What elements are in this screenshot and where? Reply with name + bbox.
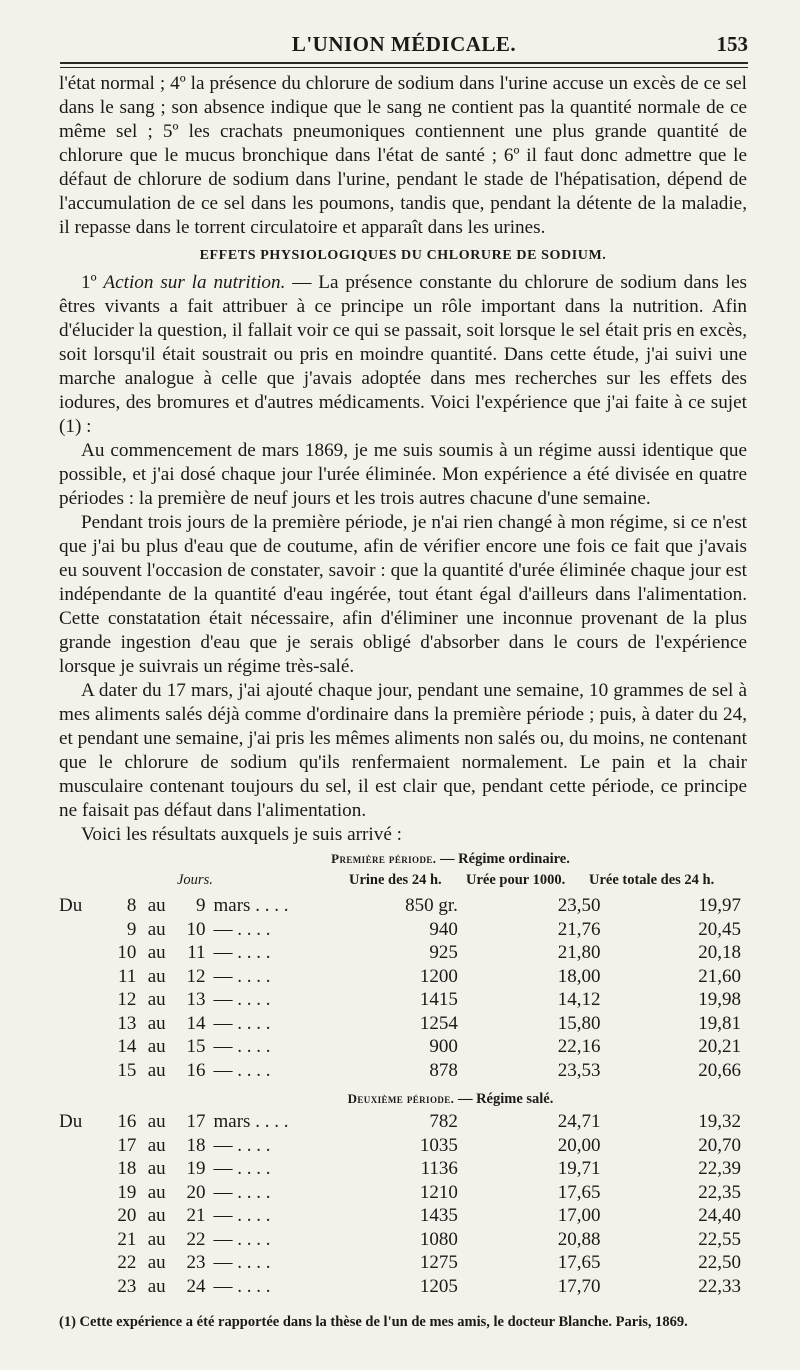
cell-month: — . . . . xyxy=(213,1012,271,1034)
cell-uree-total: 20,70 xyxy=(698,1134,741,1156)
cell-end-day: 23 xyxy=(186,1252,206,1273)
column-header-uree: Urée pour 1000. xyxy=(466,872,566,888)
cell-row-prefix xyxy=(59,1035,100,1059)
cell-uree-total: 19,98 xyxy=(698,989,741,1010)
cell-connector: au xyxy=(147,1134,166,1156)
cell-urine-volume: 1035 xyxy=(419,1134,458,1156)
cell-month: — . . . . xyxy=(213,918,271,940)
cell-uree-per-1000: 17,00 xyxy=(557,1205,601,1226)
paragraph: Voici les résultats auxquels je suis arrivé : xyxy=(81,824,402,845)
cell-start-day: 17 xyxy=(117,1134,137,1156)
cell-row-prefix xyxy=(59,1059,100,1083)
cell-connector: au xyxy=(147,1205,166,1226)
cell-connector: au xyxy=(147,965,166,987)
cell-uree-total: 20,21 xyxy=(698,1036,741,1057)
cell-uree-per-1000: 23,53 xyxy=(557,1059,601,1081)
cell-urine-volume: 1254 xyxy=(419,1012,458,1034)
cell-month: mars . . . . xyxy=(213,895,289,916)
page-header xyxy=(60,30,748,60)
cell-month: — . . . . xyxy=(213,989,271,1010)
cell-uree-total: 22,55 xyxy=(698,1228,741,1250)
cell-end-day: 9 xyxy=(196,895,206,916)
cell-start-day: 10 xyxy=(117,942,137,963)
cell-row-prefix: Du xyxy=(59,895,83,916)
cell-uree-per-1000: 24,71 xyxy=(557,1111,601,1132)
table-row xyxy=(59,1181,747,1205)
cell-urine-volume: 1200 xyxy=(419,965,458,987)
cell-urine-volume: 782 xyxy=(429,1111,458,1132)
cell-end-day: 17 xyxy=(186,1111,206,1132)
paragraph: Pendant trois jours de la première période, je n'ai rien changé à mon régime, si ce n'est que j'ai bu plus d'eau que de coutume, afin de vérifier encore une fois ce fait que j'avais eu souvent l'occasion de constater, savoir : que la quantité d'urée éliminée chaque jour est indépendante de la quantité d'eau ingérée, tout étant égal d'ailleurs dans l'alimentation. Cette constatation était nécessaire, afin d'éliminer une inconnue provenant de la plus grande ingestion d'eau que je serais obligé d'absorber dans le cours de l'expérience lorsque je suivrais un régime très-salé. xyxy=(59,512,747,677)
cell-end-day: 20 xyxy=(186,1181,206,1203)
header-rule xyxy=(60,62,748,68)
table-row xyxy=(59,1134,747,1158)
section-heading: EFFETS PHYSIOLOGIQUES DU CHLORURE DE SODIUM. xyxy=(199,248,607,263)
cell-urine-volume: 925 xyxy=(429,942,458,963)
footnote: (1) Cette expérience a été rapportée dans la thèse de l'un de mes amis, le docteur Blanche. Paris, 1869. xyxy=(59,1314,688,1330)
cell-urine-volume: 1136 xyxy=(420,1158,458,1179)
cell-urine-volume: 1275 xyxy=(419,1252,458,1273)
cell-start-day: 14 xyxy=(117,1036,137,1057)
table-row xyxy=(59,1275,747,1299)
table-row xyxy=(59,988,747,1012)
paragraph: Au commencement de mars 1869, je me suis soumis à un régime aussi identique que possible, et j'ai dosé chaque jour l'urée éliminée. Mon expérience a été divisée en quatre périodes : la première de neuf jours et les trois autres chacune d'une semaine. xyxy=(59,440,747,509)
cell-connector: au xyxy=(147,1158,166,1179)
paragraph xyxy=(59,271,747,439)
cell-uree-per-1000: 23,50 xyxy=(557,895,601,916)
cell-row-prefix xyxy=(59,1134,100,1158)
cell-end-day: 22 xyxy=(186,1228,206,1250)
cell-connector: au xyxy=(147,989,166,1010)
column-header-urine: Urine des 24 h. xyxy=(349,872,442,888)
cell-connector: au xyxy=(147,1036,166,1057)
cell-row-prefix xyxy=(59,941,100,965)
column-header-total: Urée totale des 24 h. xyxy=(589,872,715,888)
cell-uree-total: 22,35 xyxy=(698,1181,741,1203)
cell-end-day: 18 xyxy=(186,1134,206,1156)
cell-uree-total: 19,32 xyxy=(698,1111,741,1132)
table-row xyxy=(59,1035,747,1059)
cell-end-day: 15 xyxy=(186,1036,206,1057)
cell-end-day: 11 xyxy=(187,942,206,963)
cell-urine-volume: 1080 xyxy=(419,1228,458,1250)
results-table-area xyxy=(59,848,747,1298)
cell-end-day: 16 xyxy=(186,1059,206,1081)
table-row xyxy=(59,1012,747,1036)
cell-start-day: 13 xyxy=(117,1012,137,1034)
cell-row-prefix xyxy=(59,1157,100,1181)
cell-uree-per-1000: 21,80 xyxy=(557,942,601,963)
cell-urine-volume: 1435 xyxy=(419,1205,458,1226)
cell-uree-total: 22,39 xyxy=(698,1158,741,1179)
cell-connector: au xyxy=(147,1181,166,1203)
period-caption-label: Deuxième période. xyxy=(347,1091,455,1106)
lead-text: — La présence constante du chlorure de sodium dans les êtres vivants a fait attribuer à ce principe un rôle important dans la nutrition. Afin d'élucider la question, il fallait voir ce qui se passait, soit lorsque le sel était pris en excès, soit lorsqu'il était soustrait ou pris en moindre quantité. Dans cette étude, j'ai suivi une marche analogue à celle que j'avais adoptée dans mes recherches sur les effets des iodures, des bromures et d'autres médicaments. Voici l'expérience que j'ai faite à ce sujet (1) : xyxy=(59,272,747,437)
cell-urine-volume: 940 xyxy=(429,918,458,940)
cell-end-day: 21 xyxy=(186,1205,206,1226)
cell-connector: au xyxy=(147,1012,166,1034)
cell-row-prefix xyxy=(59,988,100,1012)
cell-start-day: 20 xyxy=(117,1205,137,1226)
cell-month: — . . . . xyxy=(213,1181,271,1203)
cell-uree-per-1000: 18,00 xyxy=(557,965,601,987)
table-row xyxy=(59,1251,747,1275)
column-headers xyxy=(59,870,747,894)
cell-connector: au xyxy=(147,1275,166,1297)
cell-end-day: 14 xyxy=(186,1012,206,1034)
cell-month: — . . . . xyxy=(213,1228,271,1250)
cell-connector: au xyxy=(147,942,166,963)
cell-uree-per-1000: 15,80 xyxy=(557,1012,601,1034)
cell-urine-volume: 1210 xyxy=(419,1181,458,1203)
cell-end-day: 10 xyxy=(186,918,206,940)
table-row xyxy=(59,965,747,989)
cell-connector: au xyxy=(147,895,166,916)
cell-start-day: 19 xyxy=(117,1181,137,1203)
cell-urine-volume: 850 gr. xyxy=(405,895,458,916)
cell-connector: au xyxy=(147,1111,166,1132)
cell-month: — . . . . xyxy=(213,1036,271,1057)
period-caption xyxy=(59,848,747,870)
cell-start-day: 16 xyxy=(117,1111,137,1132)
cell-month: — . . . . xyxy=(213,1252,271,1273)
cell-start-day: 8 xyxy=(126,895,137,916)
cell-end-day: 19 xyxy=(186,1158,206,1179)
cell-uree-per-1000: 21,76 xyxy=(557,918,601,940)
body-text xyxy=(59,72,747,847)
cell-start-day: 22 xyxy=(117,1252,137,1273)
running-title: L'UNION MÉDICALE. xyxy=(291,32,517,56)
period-caption xyxy=(59,1088,747,1110)
cell-uree-total: 19,97 xyxy=(698,895,741,916)
cell-start-day: 9 xyxy=(126,918,137,940)
cell-month: — . . . . xyxy=(213,1134,271,1156)
cell-uree-per-1000: 20,00 xyxy=(557,1134,601,1156)
cell-row-prefix xyxy=(59,1181,100,1205)
cell-month: — . . . . xyxy=(213,942,271,963)
cell-row-prefix xyxy=(59,1228,100,1252)
lead-number: 1º xyxy=(81,272,104,293)
cell-start-day: 21 xyxy=(117,1228,137,1250)
table-row xyxy=(59,1157,747,1181)
table-row xyxy=(59,1110,747,1134)
cell-month: — . . . . xyxy=(213,1205,271,1226)
cell-start-day: 15 xyxy=(117,1059,137,1081)
cell-urine-volume: 900 xyxy=(429,1036,458,1057)
cell-uree-total: 21,60 xyxy=(698,965,741,987)
cell-uree-per-1000: 17,65 xyxy=(557,1252,601,1273)
cell-uree-total: 20,18 xyxy=(698,942,741,963)
results-table-period-1 xyxy=(59,894,747,1082)
cell-start-day: 18 xyxy=(117,1158,137,1179)
page-number: 153 xyxy=(716,32,748,56)
cell-uree-total: 22,33 xyxy=(698,1275,741,1297)
cell-uree-per-1000: 20,88 xyxy=(557,1228,601,1250)
cell-uree-per-1000: 17,65 xyxy=(557,1181,601,1203)
cell-uree-per-1000: 17,70 xyxy=(557,1275,601,1297)
cell-end-day: 13 xyxy=(186,989,206,1010)
table-row xyxy=(59,1059,747,1083)
cell-month: mars . . . . xyxy=(213,1111,289,1132)
cell-start-day: 11 xyxy=(118,965,137,987)
table-row xyxy=(59,1204,747,1228)
cell-connector: au xyxy=(147,918,166,940)
results-table-period-2 xyxy=(59,1110,747,1298)
cell-connector: au xyxy=(147,1228,166,1250)
period-caption-label: Première période. xyxy=(331,851,437,866)
cell-uree-per-1000: 19,71 xyxy=(557,1158,601,1179)
table-row xyxy=(59,918,747,942)
lead-label: Action sur la nutrition. xyxy=(103,272,286,293)
cell-urine-volume: 878 xyxy=(429,1059,458,1081)
cell-month: — . . . . xyxy=(213,1059,271,1081)
cell-row-prefix xyxy=(59,1012,100,1036)
cell-row-prefix xyxy=(59,1251,100,1275)
table-row xyxy=(59,941,747,965)
cell-end-day: 12 xyxy=(186,965,206,987)
paragraph: A dater du 17 mars, j'ai ajouté chaque jour, pendant une semaine, 10 grammes de sel à mes aliments salés déjà comme d'ordinaire dans la première période ; puis, à dater du 24, et pendant une semaine, j'ai pris les mêmes aliments non salés ou, du moins, ne contenant que le chlorure de sodium qu'ils renfermaient normalement. Le pain et la chair musculaire contenant toujours du sel, il est clair que, pendant cette période, ce principe ne faisait pas défaut dans l'alimentation. xyxy=(59,680,747,821)
cell-start-day: 12 xyxy=(117,989,137,1010)
cell-urine-volume: 1415 xyxy=(419,989,458,1010)
cell-uree-total: 24,40 xyxy=(698,1205,741,1226)
cell-month: — . . . . xyxy=(213,965,271,987)
cell-month: — . . . . xyxy=(213,1275,271,1297)
table-row xyxy=(59,894,747,918)
cell-row-prefix xyxy=(59,1275,100,1299)
cell-uree-per-1000: 22,16 xyxy=(557,1036,601,1057)
cell-urine-volume: 1205 xyxy=(419,1275,458,1297)
cell-uree-total: 22,50 xyxy=(698,1252,741,1273)
cell-row-prefix xyxy=(59,1204,100,1228)
table-row xyxy=(59,1228,747,1252)
period-caption-regime: — Régime ordinaire. xyxy=(436,851,570,867)
cell-uree-total: 19,81 xyxy=(698,1012,741,1034)
cell-start-day: 23 xyxy=(117,1275,137,1297)
cell-row-prefix xyxy=(59,965,100,989)
cell-month: — . . . . xyxy=(213,1158,271,1179)
cell-row-prefix: Du xyxy=(59,1111,83,1132)
cell-end-day: 24 xyxy=(186,1275,206,1297)
column-header-jours: Jours. xyxy=(177,872,213,888)
cell-row-prefix xyxy=(59,918,100,942)
paragraph: l'état normal ; 4º la présence du chlorure de sodium dans l'urine accuse un excès de ce sel dans le sang ; son absence indique que le sang ne contient pas la quantité normale de ce même sel ; 5º les crachats pneumoniques contiennent une plus grande quantité de chlorure que le mucus bronchique dans l'état de santé ; 6º il faut donc admettre que le défaut de chlorure de sodium dans l'urine, pendant le stade de l'hépatisation, dépend de l'accumulation de ce sel dans les poumons, tandis que, pendant la détente de la maladie, il repasse dans le torrent circulatoire et apparaît dans les urines. xyxy=(59,73,747,238)
cell-uree-per-1000: 14,12 xyxy=(557,989,601,1010)
period-caption-regime: — Régime salé. xyxy=(454,1091,554,1107)
cell-uree-total: 20,66 xyxy=(698,1059,741,1081)
cell-connector: au xyxy=(147,1059,166,1081)
cell-uree-total: 20,45 xyxy=(698,918,741,940)
cell-connector: au xyxy=(147,1252,166,1273)
